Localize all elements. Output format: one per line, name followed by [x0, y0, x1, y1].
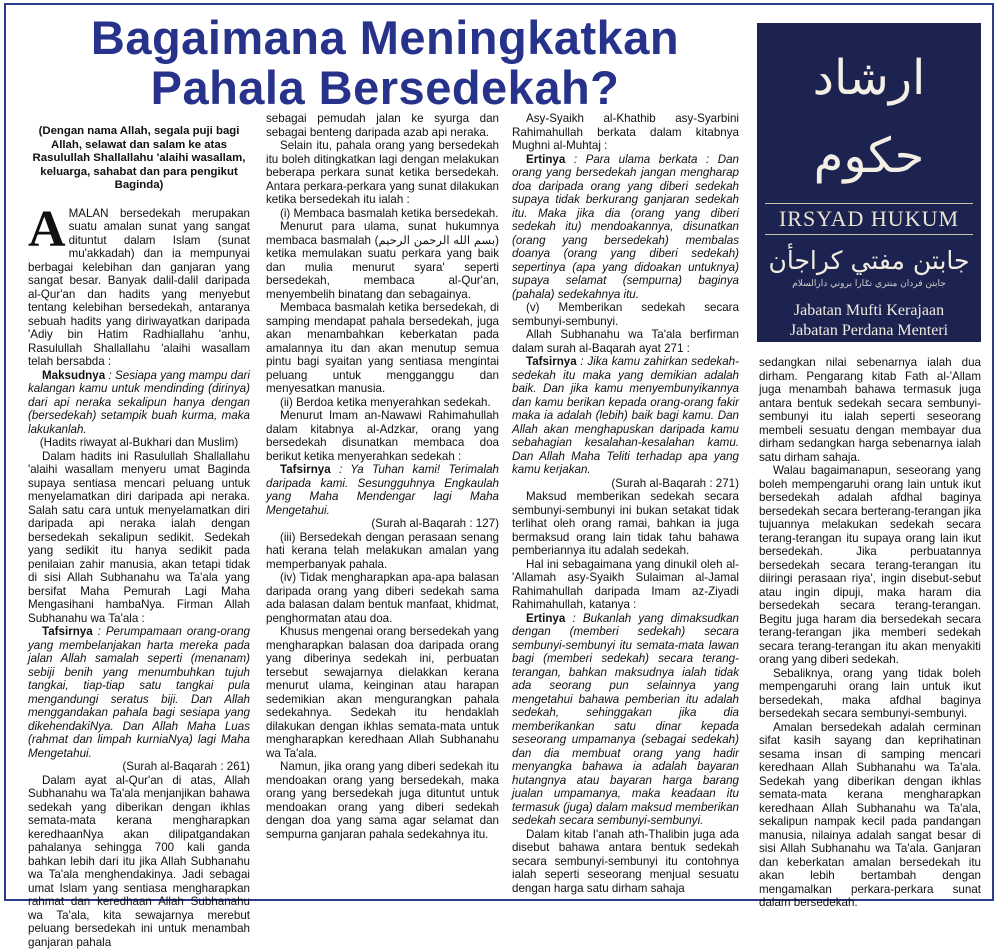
quote-tafsir	[266, 463, 499, 517]
dept-name	[757, 301, 981, 342]
tafsir-label: Tafsirnya	[280, 463, 331, 476]
banner-name: IRSYAD HUKUM	[765, 203, 973, 235]
paragraph: Membaca basmalah ketika bersedekah, di samping mendapat pahala bersedekah, juga akan menambahkan keberkatan pada amalannya itu dan akan menutup semua pintu bagi syaitan yang sentiasa mengintai peluang untuk mengganggu dan menyesatkan manusia.	[266, 301, 499, 396]
column-2	[266, 112, 499, 841]
paragraph: Asy-Syaikh al-Khathib asy-Syarbini Rahimahullah berkata dalam kitabnya Mughni al-Muhtaj :	[512, 112, 739, 153]
citation: (Surah al-Baqarah : 271)	[512, 477, 739, 491]
quote-maksud	[28, 369, 250, 437]
paragraph-text: MALAN bersedekah merupakan suatu amalan sunat yang sangat dituntut dalam Islam (sunat mu'akkadah) dan ia mempunyai berbagai kelebihan dan ganjaran yang sangat besar. Banyak dalil-dalil daripada al-Qur'an dan hadits yang menyebut tentang kelebihan bersedekah, antaranya sebuah hadits yang diriwayatkan daripada 'Adiy bin Hatim Radhiallahu 'anhu, Rasulullah Shallallahu 'alaihi wasallam telah bersabda :	[28, 207, 250, 369]
banner-arabic-dept: جابتن مفتي كراجأن	[757, 243, 981, 279]
citation: (Surah al-Baqarah : 261)	[28, 760, 250, 774]
paragraph: (i) Membaca basmalah ketika bersedekah.	[266, 207, 499, 221]
paragraph: (v) Memberikan sedekah secara sembunyi-sembunyi.	[512, 301, 739, 328]
citation: (Hadits riwayat al-Bukhari dan Muslim)	[28, 436, 250, 450]
quote-tafsir	[28, 625, 250, 760]
paragraph: Sebaliknya, orang yang tidak boleh mempengaruhi orang lain untuk ikut bersedekah, maka afdhal baginya bersedekah secara sembunyi-sembunyi.	[759, 667, 981, 721]
paragraph: sedangkan nilai sebenarnya ialah dua dirham. Pengarang kitab Fath al-'Allam juga menambah bahawa termasuk juga antara bentuk sedekah secara sembunyi-sembunyi itu ialah seperti seseorang membeli sesuatu dengan membayar dua dirham sedangkan harga sebenarnya ialah satu dirham sahaja.	[759, 356, 981, 464]
tafsir-text: : Jika kamu zahirkan sedekah-sedekah itu maka yang demikian adalah baik. Dan jika kamu menyembunyikannya dan kamu berikan kepada orang-orang fakir maka ia adalah (lebih) baik bagi kamu. Dan Allah akan menghapuskan daripada kamu sebahagian kesalahan-kesalahan kamu. Dan Allah Maha Teliti terhadap apa yang kamu kerjakan.	[512, 355, 739, 476]
dept-line-3	[757, 341, 981, 342]
quote-tafsir	[512, 355, 739, 477]
paragraph: Khusus mengenai orang bersedekah yang mengharapkan balasan doa daripada orang yang diberinya sedekah ini, perbuatan tersebut sewajarnya dielakkan kerana menurut ulama, keinginan atau harapan sedemikian akan mengurangkan pahala sedekahnya. Sedekah itu hendaklah dilakukan dengan ikhlas semata-mata untuk mengharapkan keredhaan Allah Subhanahu wa Ta'ala.	[266, 625, 499, 760]
paragraph: Menurut para ulama, sunat hukumnya membaca basmalah (بسم الله الرحمن الرحيم) ketika memulakan suatu perkara yang baik dan mulia menurut syara' seperti bersedekah, membaca al-Qur'an, menyembelih binatang dan sebagainya.	[266, 220, 499, 301]
quote-ertinya	[512, 153, 739, 302]
dept-line-1: Jabatan Mufti Kerajaan	[757, 301, 981, 321]
tafsir-text: : Perumpamaan orang-orang yang membelanjakan harta mereka pada jalan Allah samalah seperti (menanam) sebiji benih yang menumbuhkan tujuh tangkai, tiap-tiap satu tangkai pula mengandungi seratus biji. Dan Allah menggandakan pahala bagi sesiapa yang dikehendakiNya. Dan Allah Maha Luas (rahmat dan limpah kurniaNya) lagi Maha Mengetahui.	[28, 625, 250, 760]
maksud-label: Maksudnya	[42, 369, 105, 382]
article-title: Bagaimana Meningkatkan Pahala Bersedekah?	[20, 13, 750, 113]
paragraph: Dalam hadits ini Rasulullah Shallallahu 'alaihi wasallam menyeru umat Baginda supaya sentiasa mencari peluang untuk menyelamatkan diri daripada api neraka. Salah satu cara untuk menyelamatkan diri daripada api neraka ialah dengan bersedekah sekalipun sedikit. Sedekah yang sedikit itu hanya sedikit pada penilaian zahir manusia, akan tetapi tidak di sisi Allah Subhanahu wa Ta'ala yang bersifat Maha Pemurah Lagi Maha Mengasihani hambaNya. Firman Allah Subhanahu wa Ta'ala :	[28, 450, 250, 626]
paragraph: (iv) Tidak mengharapkan apa-apa balasan daripada orang yang diberi sedekah sama ada balasan dalam bentuk manfaat, khidmat, penghormatan atau doa.	[266, 571, 499, 625]
ertinya-label: Ertinya	[526, 153, 565, 166]
dept-line-2: Jabatan Perdana Menteri	[757, 321, 981, 341]
paragraph: Dalam kitab I'anah ath-Thalibin juga ada disebut bahawa antara bentuk sedekah secara sembunyi-sembunyi itu contohnya ialah seperti seseorang menjual sesuatu dengan harga satu dirham sahaja	[512, 828, 739, 896]
paragraph: Amalan bersedekah adalah cerminan sifat kasih sayang dan keprihatinan sesama insan di samping mencari keredhaan Allah Subhanahu wa Ta'ala. Sedekah yang diberikan dengan ikhlas semata-mata kerana mengharapkan keredhaan Allah Subhanahu wa Ta'ala, sekalipun nampak kecil pada pandangan manusia, nilainya adalah sangat besar di sisi Allah Subhanahu wa Ta'ala. Ganjaran dan keberkatan amalan bersedekah itu akan lebih bertambah dengan mengamalkan perkara-perkara sunat dalam bersedekah.	[759, 721, 981, 910]
paragraph	[28, 207, 250, 369]
column-3	[512, 112, 739, 895]
ertinya-text: : Bukanlah yang dimaksudkan dengan (memberi sedekah) secara sembunyi-sembunyi itu semata-mata lawan bagi (memberi sedekah) secara terang-terangan, bahkan maksudnya ialah tidak ada seorang pun selainnya yang mengetahui bahawa pemberian itu adalah sedekah, sehinggakan jika dia memberikankan satu dinar kepada seseorang umpamanya (sebagai sedekah) dan dia membuat orang yang hadir menyangka bahawa ia adalah bayaran hutangnya atau bayaran harga barang jualan umpamanya, maka keadaan itu termasuk (juga) dalam maksud memberikan sedekah secara sembunyi-sembunyi.	[512, 612, 739, 828]
ertinya-text: : Para ulama berkata : Dan orang yang bersedekah jangan mengharap doa daripada orang yang diberi sedekah supaya tidak berkurang ganjaran sedekah itu. Maka jika dia (orang yang diberi sedekah itu) mendoakannya, disunatkan (orang yang bersedekah) membalas doanya (orang yang diberi sedekah) sepertinya (apa yang didoakan untuknya) supaya selamat (sempurna) baginya (pahala) sedekahnya itu.	[512, 153, 739, 301]
citation: (Surah al-Baqarah : 127)	[266, 517, 499, 531]
paragraph: Hal ini sebagaimana yang dinukil oleh al-'Allamah asy-Syaikh Sulaiman al-Jamal Rahimahullah daripada Imam az-Ziyadi Rahimahullah, katanya :	[512, 558, 739, 612]
paragraph: Allah Subhanahu wa Ta'ala berfirman dalam surah al-Baqarah ayat 271 :	[512, 328, 739, 355]
paragraph: Namun, jika orang yang diberi sedekah itu mendoakan orang yang bersedekah, maka orang yang bersedekah juga dituntut untuk mendoakan orang yang diberi sedekah dengan doa yang sama agar selamat dan sempurna ganjaran pahala sedekahnya itu.	[266, 760, 499, 841]
irsyad-hukum-banner	[757, 23, 981, 342]
paragraph: (ii) Berdoa ketika menyerahkan sedekah.	[266, 396, 499, 410]
drop-cap: A	[28, 209, 66, 251]
ertinya-label: Ertinya	[526, 612, 565, 625]
paragraph: sebagai pemudah jalan ke syurga dan sebagai benteng daripada azab api neraka.	[266, 112, 499, 139]
banner-arabic-sub: جابتن فردان منتري نݢارا بروني دارالسلام	[757, 279, 981, 289]
column-1	[28, 125, 250, 949]
article-page	[4, 3, 994, 901]
tafsir-text: : Ya Tuhan kami! Terimalah daripada kami. Sesungguhnya Engkaulah yang Maha Mendengar lagi Maha Mengetahui.	[266, 463, 499, 517]
tafsir-label: Tafsirnya	[42, 625, 93, 638]
quote-ertinya	[512, 612, 739, 828]
maksud-text: : Sesiapa yang mampu dari kalangan kamu untuk mendinding (dirinya) dari api neraka sekalipun hanya dengan (bersedekah) setampik buah kurma, maka lakukanlah.	[28, 369, 250, 436]
paragraph: Selain itu, pahala orang yang bersedekah itu boleh ditingkatkan lagi dengan melakukan beberapa perkara sunat ketika bersedekah. Antara perkara-perkara yang sunat dilakukan ketika bersedekah itu ialah :	[266, 139, 499, 207]
paragraph: (iii) Bersedekah dengan perasaan senang hati kerana telah melakukan amalan yang memperbanyak pahala.	[266, 531, 499, 572]
tafsir-label: Tafsirnya	[526, 355, 577, 368]
paragraph: Dalam ayat al-Qur'an di atas, Allah Subhanahu wa Ta'ala menjanjikan bahawa sedekah yang diberikan dengan ikhlas semata-mata kerana mengharapkan keredhaanNya akan dilipatgandakan pahalanya sehingga 700 kali ganda bahkan lebih dari itu jika Allah Subhanahu wa Ta'ala menghendakinya. Jadi sebagai umat Islam yang sentiasa mengharapkan rahmat dan keredhaan Allah Subhanahu wa Ta'ala, kita sewajarnya merebut peluang bersedekah ini untuk menambah ganjaran pahala	[28, 774, 250, 949]
paragraph: Menurut Imam an-Nawawi Rahimahullah dalam kitabnya al-Adzkar, orang yang bersedekah disunatkan membaca doa berikut ketika menyerahkan sedekah :	[266, 409, 499, 463]
calligraphy-logo: ارشاد حكوم	[757, 39, 981, 195]
column-4	[759, 356, 981, 910]
paragraph: Maksud memberikan sedekah secara sembunyi-sembunyi ini bukan setakat tidak terlihat oleh orang ramai, bahkan ia juga bermaksud orang lain tidak tahu bahawa pemberiannya itu adalah sedekah.	[512, 490, 739, 558]
paragraph: Walau bagaimanapun, seseorang yang boleh mempengaruhi orang lain untuk ikut bersedekah adalah afdhal baginya bersedekah secara berterang-terangan jika tujuannya melakukan sedekah secara terang-terangan itu supaya orang lain ikut bersedekah. Jika perbuatannya bersedekah secara terang-terangan itu diiringi perasaan riya', ingin disebut-sebut atau ingin dipuji, maka haram dia bersedekah secara terang-terangan. Begitu juga haram dia bersedekah secara terang-terangan jika memberi sedekah secara terang-terangan itu akan menyakiti orang yang diberi sedekah.	[759, 464, 981, 667]
opening-invocation: (Dengan nama Allah, segala puji bagi Allah, selawat dan salam ke atas Rasulullah Shallallahu 'alaihi wasallam, keluarga, sahabat dan para pengikut Baginda)	[28, 125, 250, 193]
